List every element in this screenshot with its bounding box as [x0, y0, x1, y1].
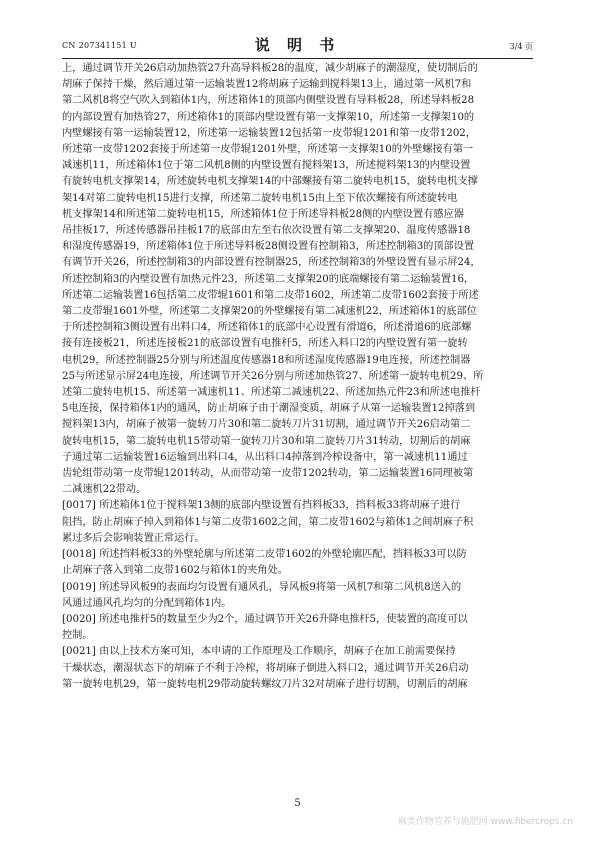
text-line: 接有连接板21，所述连接板21的底部设置有电推杆5，所述入料口2的内壁设置有第一旋转 [62, 338, 468, 350]
paragraph-0018 [62, 547, 542, 579]
text-line: 吊挂板17，所述传感器吊挂板17的底部由左至右依次设置有第二支撑架20、温度传感器18 [62, 225, 471, 237]
text-line: 第二皮带辊1601外壁，所述第二支撑架20的外壁螺接有第二减速机22，所述箱体1的底部位 [62, 306, 477, 318]
page-number: 5 [294, 798, 301, 809]
text-line: 搅料架13内，胡麻子被第一旋转刀片30和第二旋转刀片31切割，通过调节开关26启动第二 [62, 419, 471, 431]
text-line: 于所述控制箱3侧设置有出料口4，所述箱体1的底部中心设置有滑道6，所述滑道6的底部螺 [62, 322, 472, 334]
text-line: [0017] 所述箱体1位于搅料架13侧的底部内壁设置有挡料板33，挡料板33将胡麻子进行 [62, 500, 461, 512]
text-line: 所述控制箱3的内壁设置有加热元件23，所述第二支撑架20的底端螺接有第二运输装置16， [62, 273, 475, 285]
page-header [62, 33, 533, 53]
text-line: 累过多后会影响装置正常运行。 [62, 532, 205, 544]
text-line: 二减速机22带动。 [62, 484, 147, 496]
text-line: 上，通过调节开关26启动加热管27升高导料板28的温度，减少胡麻子的潮湿度，使切制后的 [62, 63, 478, 74]
text-line: 和湿度传感器19，所述箱体1位于所述导料板28侧设置有控制箱3，所述控制箱3的顶部设置 [62, 241, 475, 253]
text-line: 阻挡，防止胡麻子掉入到箱体1与第二皮带1602之间，第二皮带1602与箱体1之间胡麻子积 [62, 516, 474, 528]
watermark: 麻类作物营养与施肥网 www.fibercrops.cn [397, 817, 573, 827]
text-line: 止胡麻子落入到第二皮带1602与箱体1的夹角处。 [62, 565, 288, 577]
patent-number: CN 207341151 U [62, 41, 137, 50]
text-line: 所述第一皮带1202套接于所述第一皮带辊1201外壁，所述第一支撑架10的外壁螺接有第一 [62, 144, 474, 156]
text-line: 的内部设置有加热管27，所述箱体1的顶部内壁设置有第一支撑架10，所述第一支撑架10的 [62, 111, 475, 123]
text-line: 减速机11，所述箱体1位于第二风机8侧的内壁设置有搅料架13，所述搅料架13的内壁设置 [62, 160, 471, 172]
paragraph-0019 [62, 580, 542, 612]
paragraph-0017 [62, 498, 542, 547]
text-line: 所述第二运输装置16包括第二皮带辊1601和第二皮带1602，所述第二皮带1602套接于所述 [62, 289, 479, 301]
text-line: [0021] 由以上技术方案可知，本申请的工作原理及工作顺序，胡麻子在加工前需要保持 [62, 646, 456, 658]
text-line: 机支撑架14和所述第二旋转电机15，所述箱体1位于所述导料板28侧的内壁设置有感应器 [62, 208, 464, 220]
text-line: [0018] 所述挡料板33的外壁轮廓与所述第二皮带1602的外壁轮廓匹配，挡料板33可以防 [62, 549, 467, 561]
text-line: [0019] 所述导风板9的表面均匀设置有通风孔，导风板9将第一风机7和第二风机8送入的 [62, 581, 462, 593]
paragraph-continued [62, 61, 542, 498]
text-line: 齿轮组带动第一皮带辊1201转动，从而带动第一皮带1202转动，第二运输装置16同理被第 [62, 468, 474, 480]
text-line: 胡麻子保持干燥，然后通过第一运输装置12将胡麻子运输到搅料架13上，通过第一风机7和 [62, 79, 472, 91]
text-line: 控制。 [62, 630, 93, 642]
text-line: 第二风机8将空气吹入到箱体1内，所述箱体1的顶部内侧壁设置有导料板28，所述导料板28 [62, 95, 475, 107]
text-line: 旋转电机15，第二旋转电机15带动第一旋转刀片30和第二旋转刀片31转动，切割后的胡麻 [62, 435, 471, 447]
text-line: 电机29，所述控制器25分别与所述温度传感器18和所述湿度传感器19电连接，所述控制器 [62, 354, 471, 366]
description-body [62, 61, 542, 693]
text-line: 25与所述显示屏24电连接，所述调节开关26分别与所述加热管27、所述第一旋转电机29、所 [62, 370, 484, 382]
text-line: 有调节开关26，所述控制箱3的内部设置有控制器25，所述控制箱3的外壁设置有显示屏24， [62, 257, 481, 269]
text-line: 风通过通风孔均匀的分配到箱体1内。 [62, 597, 232, 609]
text-line: 有旋转电机支撑架14，所述旋转电机支撑架14的中部螺接有第二旋转电机15，旋转电机支撑 [62, 176, 478, 188]
text-line: 架14对第二旋转电机15进行支撑，所述第二旋转电机15由上至下依次螺接有所述旋转电 [62, 192, 458, 204]
header-rule [62, 58, 533, 59]
text-line: 内壁螺接有第一运输装置12，所述第一运输装置12包括第一皮带辊1201和第一皮带1202， [62, 127, 476, 139]
paragraph-0020 [62, 612, 542, 644]
text-line: [0020] 所述电推杆5的数量至少为2个，通过调节开关26升降电推杆5，使装置的高度可以 [62, 613, 468, 625]
text-line: 子通过第二运输装置16运输到出料口4，从出料口4掉落到冷榨设备中，第一减速机11通过 [62, 451, 468, 463]
page-indicator: 3/4 页 [509, 42, 533, 51]
text-line: 第一旋转电机29，第一旋转电机29带动旋转螺纹刀片32对胡麻子进行切割，切割后的胡麻 [62, 678, 468, 690]
text-line: 干燥状态，潮湿状态下的胡麻子不利于冷榨，将胡麻子倒进入料口2，通过调节开关26启动 [62, 662, 469, 674]
text-line: 述第二旋转电机15、所述第一减速机11、所述第二减速机22、所述加热元件23和所述电推杆 [62, 387, 481, 399]
text-line: 5电连接，保持箱体1内的通风，防止胡麻子由于潮湿变质，胡麻子从第一运输装置12掉落到 [62, 403, 476, 415]
document-title: 说 明 书 [254, 36, 341, 54]
paragraph-0021 [62, 644, 542, 693]
